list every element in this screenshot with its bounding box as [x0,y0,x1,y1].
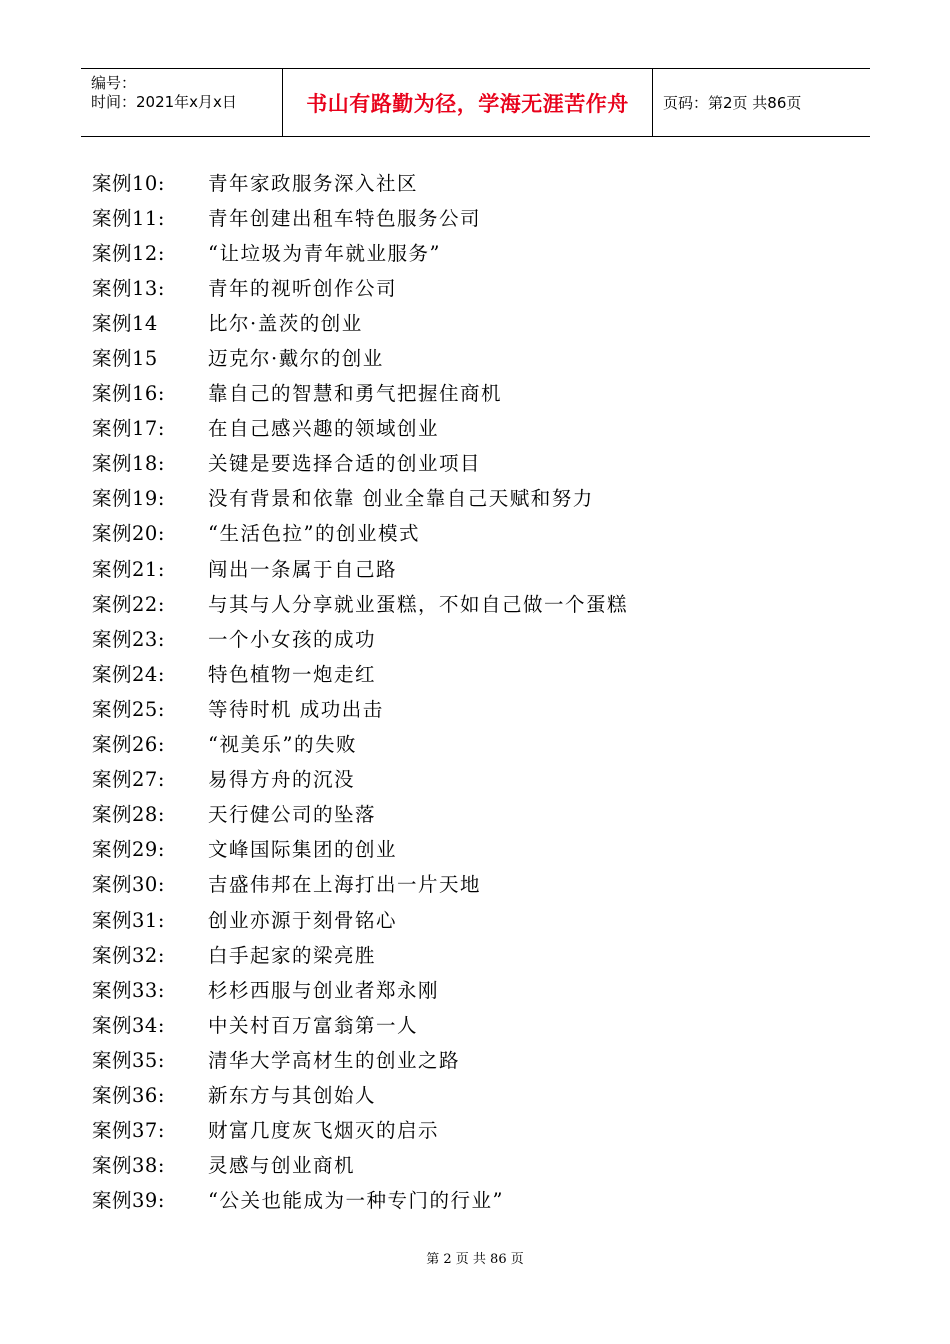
case-number: 案例35: [92,1048,165,1072]
page-code: 页码：第2页 共86页 [663,94,802,112]
case-title: 财富几度灰飞烟灭的启示 [208,1119,440,1143]
time-label: 时间：2021年x月x日 [91,93,237,111]
case-list [92,164,872,1217]
case-number: 案例10: [92,171,165,195]
case-number: 案例32: [92,943,165,967]
case-title: 靠自己的智慧和勇气把握住商机 [208,382,503,406]
case-title: 新东方与其创始人 [208,1083,377,1107]
list-item [92,445,872,480]
case-number: 案例17: [92,417,165,441]
list-item [92,726,872,761]
case-title: 青年创建出租车特色服务公司 [208,206,482,230]
motto-text: 书山有路勤为径，学海无涯苦作舟 [306,92,629,116]
list-item [92,304,872,339]
case-number: 案例25: [92,697,165,721]
list-item [92,515,872,550]
case-title: 关键是要选择合适的创业项目 [208,452,482,476]
header-motto-cell [283,69,653,136]
list-item [92,164,872,199]
number-label: 编号： [91,74,137,92]
case-number: 案例27: [92,768,165,792]
list-item [92,1076,872,1111]
list-item [92,1041,872,1076]
case-title: 文峰国际集团的创业 [208,838,398,862]
list-item [92,585,872,620]
case-title: 青年的视听创作公司 [208,276,398,300]
list-item [92,375,872,410]
case-title: “视美乐”的失败 [208,733,357,757]
case-number: 案例28: [92,803,165,827]
case-title: 闯出一条属于自己路 [208,557,398,581]
case-number: 案例39: [92,1189,165,1213]
case-title: 比尔·盖茨的创业 [208,311,363,335]
list-item [92,831,872,866]
header-info-cell [81,69,283,136]
case-number: 案例26: [92,733,165,757]
case-title: “公关也能成为一种专门的行业” [208,1189,504,1213]
case-number: 案例15 [92,347,158,371]
case-title: 等待时机 成功出击 [208,697,384,721]
list-item [92,1112,872,1147]
case-title: 在自己感兴趣的领域创业 [208,417,440,441]
list-item [92,690,872,725]
case-title: 天行健公司的坠落 [208,803,377,827]
list-item [92,901,872,936]
list-item [92,655,872,690]
case-number: 案例31: [92,908,165,932]
case-title: 灵感与创业商机 [208,1154,356,1178]
list-item [92,1182,872,1217]
list-item [92,269,872,304]
case-title: “让垃圾为青年就业服务” [208,241,441,265]
case-number: 案例24: [92,662,165,686]
case-title: 白手起家的梁亮胜 [208,943,377,967]
list-item [92,550,872,585]
list-item [92,410,872,445]
case-number: 案例22: [92,592,165,616]
case-number: 案例13: [92,276,165,300]
case-title: 易得方舟的沉没 [208,768,356,792]
case-number: 案例34: [92,1013,165,1037]
case-title: 清华大学高材生的创业之路 [208,1048,461,1072]
case-number: 案例19: [92,487,165,511]
case-number: 案例18: [92,452,165,476]
case-number: 案例11: [92,206,165,230]
list-item [92,796,872,831]
case-number: 案例16: [92,382,165,406]
case-number: 案例36: [92,1083,165,1107]
case-title: 青年家政服务深入社区 [208,171,419,195]
header-table [81,68,870,137]
case-title: 创业亦源于刻骨铭心 [208,908,398,932]
list-item [92,866,872,901]
list-item [92,234,872,269]
case-title: 杉杉西服与创业者郑永刚 [208,978,440,1002]
case-title: 中关村百万富翁第一人 [208,1013,419,1037]
case-number: 案例12: [92,241,165,265]
case-title: 一个小女孩的成功 [208,627,377,651]
case-number: 案例20: [92,522,165,546]
case-title: 与其与人分享就业蛋糕，不如自己做一个蛋糕 [208,592,629,616]
case-title: 特色植物一炮走红 [208,662,377,686]
case-title: “生活色拉”的创业模式 [208,522,420,546]
case-title: 没有背景和依靠 创业全靠自己天赋和努力 [208,487,594,511]
case-title: 迈克尔·戴尔的创业 [208,347,384,371]
list-item [92,620,872,655]
case-title: 吉盛伟邦在上海打出一片天地 [208,873,482,897]
page-footer: 第 2 页 共 86 页 [426,1252,524,1267]
list-item [92,480,872,515]
list-item [92,199,872,234]
case-number: 案例21: [92,557,165,581]
case-number: 案例14 [92,311,158,335]
case-number: 案例23: [92,627,165,651]
list-item [92,936,872,971]
case-number: 案例37: [92,1119,165,1143]
header-page-cell [653,69,870,136]
case-number: 案例29: [92,838,165,862]
list-item [92,1147,872,1182]
list-item [92,971,872,1006]
list-item [92,1006,872,1041]
case-number: 案例33: [92,978,165,1002]
list-item [92,339,872,374]
case-number: 案例38: [92,1154,165,1178]
case-number: 案例30: [92,873,165,897]
list-item [92,761,872,796]
